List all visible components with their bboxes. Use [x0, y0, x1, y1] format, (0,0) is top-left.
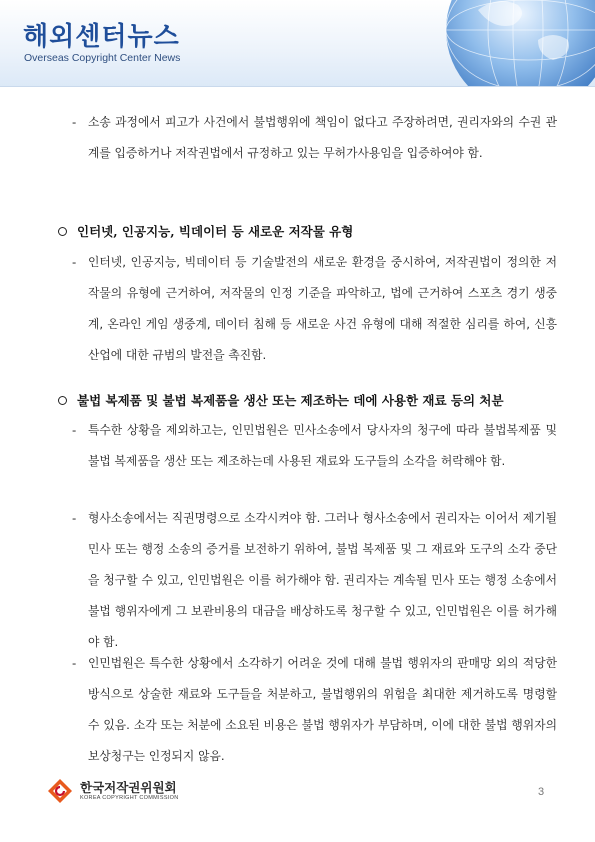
- paragraph-text: 소송 과정에서 피고가 사건에서 불법행위에 책임이 없다고 주장하려면, 권리자와의 수권 관계를 입증하거나 저작권법에서 규정하고 있는 무허가사용임을 입증하여야 함.: [88, 115, 557, 160]
- header-subtitle: Overseas Copyright Center News: [24, 52, 181, 64]
- paragraph-item: [72, 503, 557, 658]
- paragraph-text: 인민법원은 특수한 상황에서 소각하기 어려운 것에 대해 불법 행위자의 판매망 외의 적당한 방식으로 상술한 재료와 도구들을 처분하고, 불법행위의 위험을 최대한 제거하도록 명령할 수 있음. 소각 또는 처분에 소요된 비용은 불법 행위자가 부담하며, 이에 대한 불법 행위자의 보상청구는 인정되지 않음.: [88, 656, 557, 763]
- dash-marker: -: [72, 255, 77, 269]
- paragraph-item: [72, 415, 557, 477]
- circle-bullet-icon: [58, 227, 67, 236]
- kcc-logo-icon: [47, 778, 73, 804]
- circle-bullet-icon: [58, 396, 67, 405]
- dash-marker: -: [72, 656, 77, 670]
- header-title: 해외센터뉴스: [23, 22, 180, 52]
- footer-org-english: KOREA COPYRIGHT COMMISSION: [80, 795, 179, 801]
- dash-marker: -: [72, 423, 77, 437]
- paragraph-item: [72, 107, 557, 169]
- paragraph-item: [72, 247, 557, 371]
- footer-org-name: 한국저작권위원회: [80, 780, 177, 795]
- dash-marker: -: [72, 511, 77, 525]
- paragraph-text: 특수한 상황을 제외하고는, 인민법원은 민사소송에서 당사자의 청구에 따라 불법복제품 및 불법 복제품을 생산 또는 제조하는데 사용된 재료와 도구들의 소각을 허락해야 함.: [88, 423, 557, 468]
- section-heading-text: 인터넷, 인공지능, 빅데이터 등 새로운 저작물 유형: [77, 224, 354, 239]
- section-heading: [58, 391, 558, 409]
- paragraph-text: 인터넷, 인공지능, 빅데이터 등 기술발전의 새로운 환경을 중시하여, 저작권법이 정의한 저작물의 유형에 근거하여, 저작물의 인정 기준을 파악하고, 법에 근거하여 스포츠 경기 생중계, 온라인 게임 생중계, 데이터 침해 등 새로운 사건 유형에 대해 적절한 심리를 하여, 신흥 산업에 대한 규범의 발전을 촉진함.: [88, 255, 557, 362]
- dash-marker: -: [72, 115, 77, 129]
- section-heading-text: 불법 복제품 및 불법 복제품을 생산 또는 제조하는 데에 사용한 재료 등의 처분: [77, 393, 504, 408]
- page-number: 3: [538, 786, 545, 798]
- paragraph-item: [72, 648, 557, 772]
- paragraph-text: 형사소송에서는 직권명령으로 소각시켜야 함. 그러나 형사소송에서 권리자는 이어서 제기될 민사 또는 행정 소송의 증거를 보전하기 위하여, 불법 복제품 및 그 재료와 도구의 소각 중단을 청구할 수 있고, 인민법원은 이를 허가해야 함. 권리자는 계속될 민사 또는 행정 소송에서 불법 행위자에게 그 보관비용의 대금을 배상하도록 청구할 수 있고, 인민법원은 이를 허가해야 함.: [88, 511, 557, 649]
- section-heading: [58, 222, 558, 240]
